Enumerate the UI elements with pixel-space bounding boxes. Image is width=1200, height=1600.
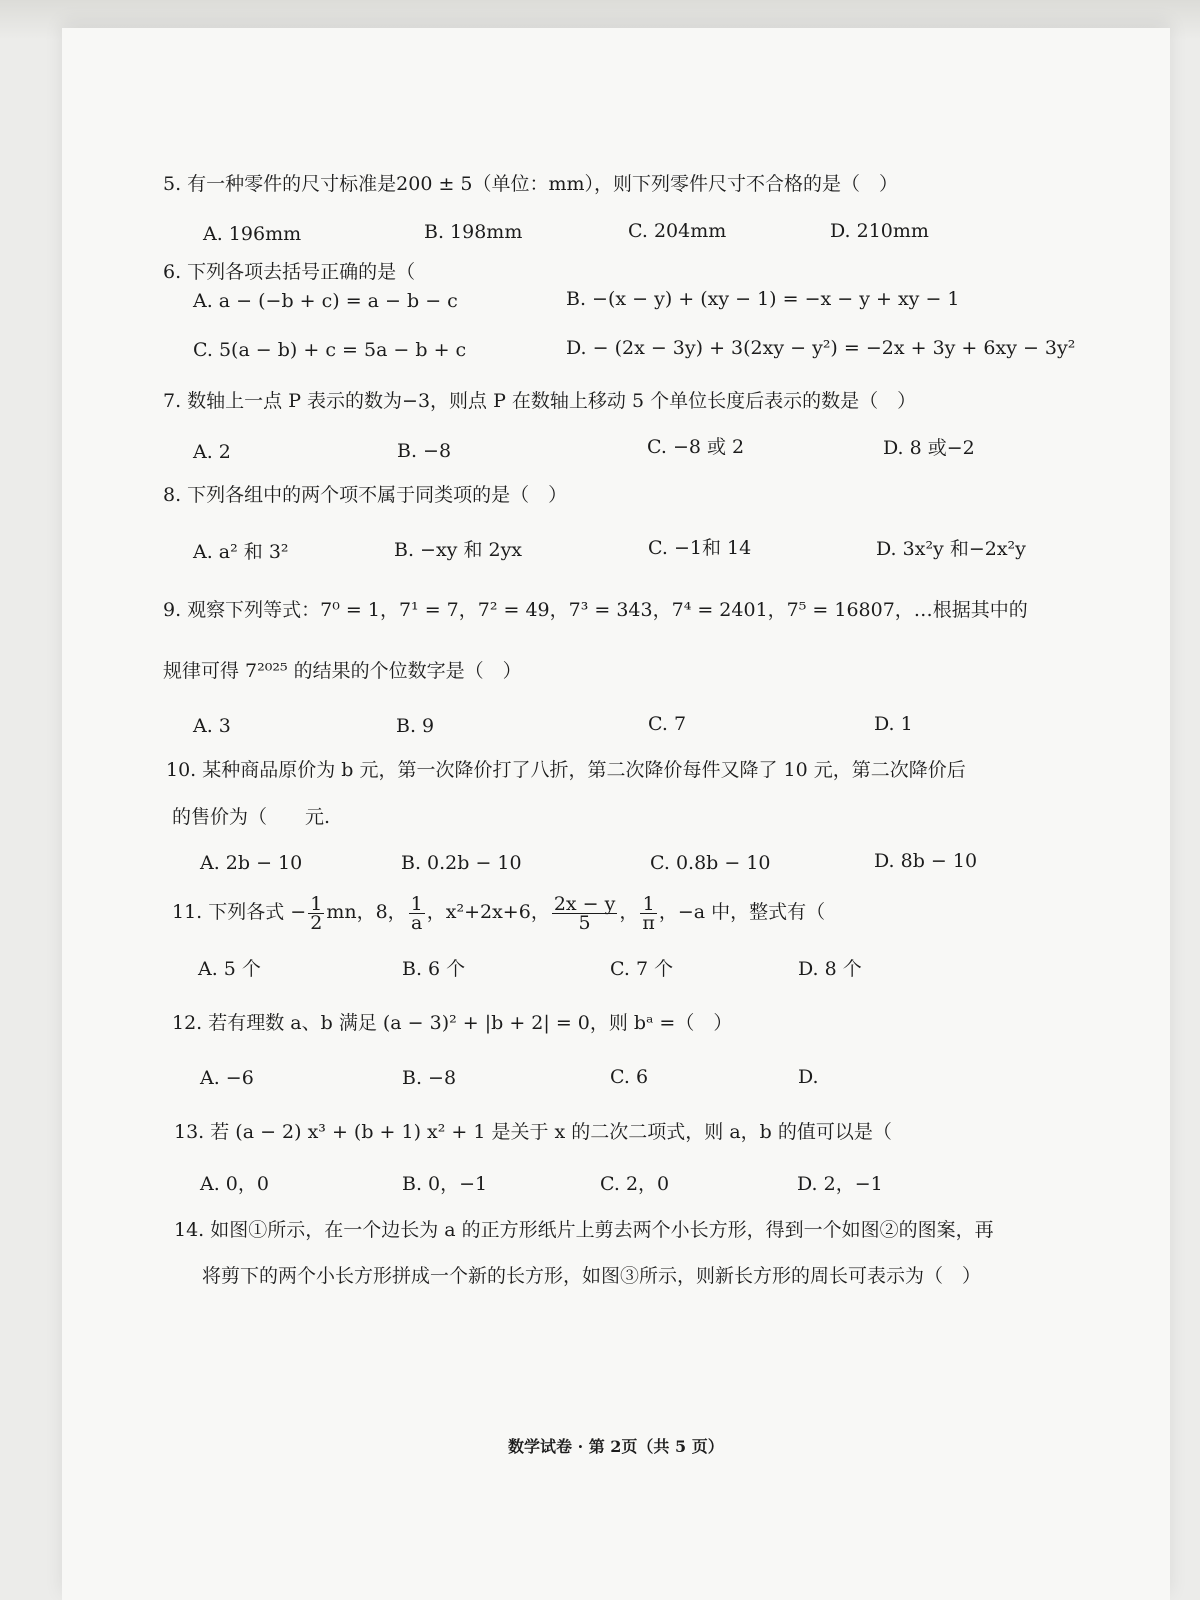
question-8-option-a: A. a² 和 3²: [193, 541, 289, 563]
question-8-option-d: D. 3x²y 和−2x²y: [876, 538, 1026, 560]
question-9-stem-line-2: 规律可得 7²⁰²⁵ 的结果的个位数字是（ ）: [163, 660, 522, 682]
question-13-option-d: D. 2，−1: [797, 1173, 883, 1195]
fraction-2x-minus-y-over-5: $\frac{2x - y}{5}$: [553, 892, 616, 934]
question-11-option-b: B. 6 个: [402, 958, 466, 980]
question-10-option-b: B. 0.2b − 10: [401, 852, 522, 874]
question-13-stem: 13. 若 (a − 2) x³ + (b + 1) x² + 1 是关于 x 的二次二项式，则 a，b 的值可以是（: [174, 1121, 892, 1143]
question-10-option-d: D. 8b − 10: [874, 850, 978, 872]
question-12-option-a: A. −6: [200, 1067, 254, 1089]
question-11-term-3: ，: [619, 901, 639, 923]
question-8-option-b: B. −xy 和 2yx: [394, 539, 523, 561]
question-5-option-d: D. 210mm: [830, 220, 929, 242]
question-10-stem-line-1: 10. 某种商品原价为 b 元，第一次降价打了八折，第二次降价每件又降了 10 元，第二次降价后: [166, 759, 966, 781]
question-10-option-a: A. 2b − 10: [200, 852, 303, 874]
question-12-option-d: D.: [798, 1066, 819, 1088]
question-7-option-c: C. −8 或 2: [647, 436, 745, 458]
fraction-one-half: $\frac{1}{2}$: [310, 892, 323, 934]
question-5-option-b: B. 198mm: [424, 221, 523, 243]
question-9-option-a: A. 3: [193, 715, 231, 737]
question-8-stem: 8. 下列各组中的两个项不属于同类项的是（ ）: [163, 484, 568, 506]
page-footer: 数学试卷 · 第 2页（共 5 页）: [508, 1437, 724, 1456]
question-5-option-c: C. 204mm: [628, 220, 727, 242]
fraction-one-over-a: $\frac{1}{a}$: [410, 892, 423, 934]
question-13-option-a: A. 0，0: [200, 1173, 269, 1195]
question-11-term-1: mn，8，: [326, 901, 407, 923]
question-12-option-b: B. −8: [402, 1067, 457, 1089]
question-13-option-c: C. 2，0: [600, 1173, 670, 1195]
question-11-term-2: ，x²+2x+6，: [426, 901, 550, 923]
question-6-option-a: A. a − (−b + c) = a − b − c: [193, 290, 458, 312]
question-7-option-b: B. −8: [397, 440, 452, 462]
question-6-option-c: C. 5(a − b) + c = 5a − b + c: [193, 339, 467, 361]
question-7-stem: 7. 数轴上一点 P 表示的数为−3，则点 P 在数轴上移动 5 个单位长度后表示的数是（ ）: [163, 390, 917, 412]
question-12-option-c: C. 6: [610, 1066, 649, 1088]
question-7-option-d: D. 8 或−2: [883, 437, 975, 459]
question-6-stem: 6. 下列各项去括号正确的是（: [163, 261, 416, 283]
question-9-option-b: B. 9: [396, 715, 435, 737]
question-5-option-a: A. 196mm: [203, 223, 302, 245]
question-11-term-4: ，−a 中，整式有（: [658, 901, 826, 923]
question-9-stem-line-1: 9. 观察下列等式：7⁰ = 1，7¹ = 7，7² = 49，7³ = 343，7⁴ = 2401，7⁵ = 16807，…根据其中的: [163, 599, 1028, 621]
question-10-stem-line-2: 的售价为（ 元.: [172, 806, 331, 828]
question-11-option-c: C. 7 个: [610, 958, 674, 980]
question-8-option-c: C. −1和 14: [648, 537, 752, 559]
question-11-option-d: D. 8 个: [798, 958, 862, 980]
question-7-option-a: A. 2: [193, 441, 231, 463]
question-11-option-a: A. 5 个: [198, 958, 261, 980]
question-14-stem-line-1: 14. 如图①所示，在一个边长为 a 的正方形纸片上剪去两个小长方形，得到一个如图②的图案，再: [174, 1219, 994, 1241]
question-9-option-c: C. 7: [648, 713, 687, 735]
question-6-option-b: B. −(x − y) + (xy − 1) = −x − y + xy − 1: [566, 288, 960, 310]
question-13-option-b: B. 0，−1: [402, 1173, 488, 1195]
question-9-option-d: D. 1: [874, 713, 913, 735]
question-12-stem: 12. 若有理数 a、b 满足 (a − 3)² + |b + 2| = 0，则 bᵃ =（ ）: [172, 1012, 733, 1034]
question-11-lead: 11. 下列各式 −: [172, 901, 307, 923]
question-10-option-c: C. 0.8b − 10: [650, 852, 771, 874]
question-14-stem-line-2: 将剪下的两个小长方形拼成一个新的长方形，如图③所示，则新长方形的周长可表示为（ ）: [202, 1265, 982, 1287]
question-6-option-d: D. − (2x − 3y) + 3(2xy − y²) = −2x + 3y + 6xy − 3y²: [566, 337, 1076, 359]
question-5-stem: 5. 有一种零件的尺寸标准是200 ± 5（单位：mm），则下列零件尺寸不合格的是（ ）: [163, 173, 899, 195]
question-11-stem: [172, 893, 825, 932]
fraction-one-over-pi: $\frac{1}{\pi}$: [642, 892, 655, 934]
